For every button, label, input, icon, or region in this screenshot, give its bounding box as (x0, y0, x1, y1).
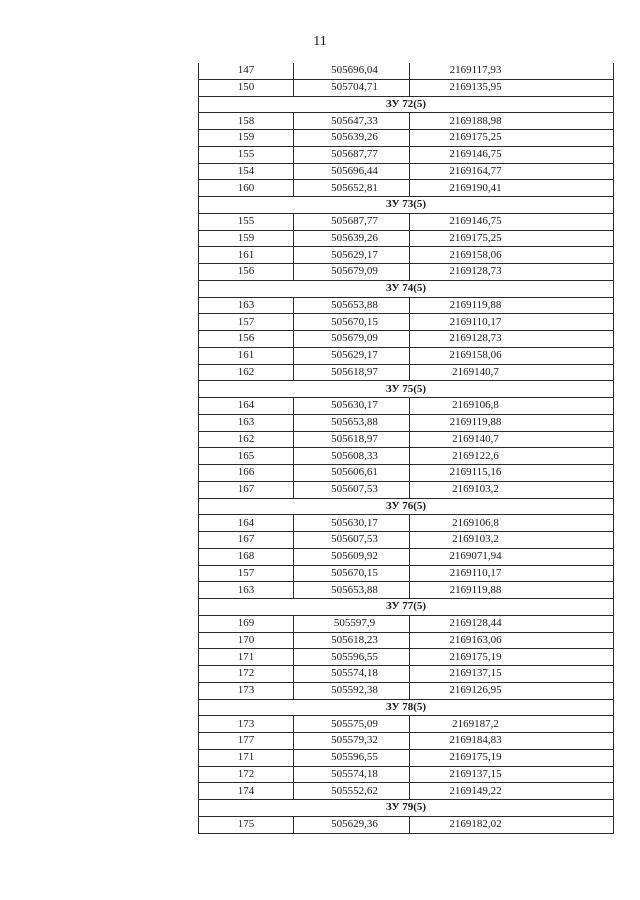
point-number-cell-text: 147 (237, 64, 255, 77)
x-coordinate-cell (294, 783, 410, 800)
table-row (199, 297, 614, 314)
y-coordinate-cell (410, 180, 614, 197)
x-coordinate-cell (294, 582, 410, 599)
y-coordinate-cell (410, 347, 614, 364)
x-coordinate-cell-text: 505579,32 (331, 734, 378, 747)
y-coordinate-cell-text: 2169117,93 (449, 64, 502, 77)
x-coordinate-cell-text: 505618,97 (331, 432, 378, 445)
point-number-cell-text: 174 (237, 784, 255, 797)
table-row (199, 264, 614, 281)
x-coordinate-cell-text: 505639,26 (331, 131, 378, 144)
y-coordinate-cell (410, 649, 614, 666)
x-coordinate-cell (294, 364, 410, 381)
table-row (199, 230, 614, 247)
y-coordinate-cell (410, 481, 614, 498)
y-coordinate-cell-text: 2169103,2 (452, 533, 499, 546)
point-number-cell-text: 165 (237, 449, 255, 462)
point-number-cell-text: 155 (237, 215, 255, 228)
table-row (199, 331, 614, 348)
y-coordinate-cell-text: 2169175,19 (449, 751, 502, 764)
x-coordinate-cell (294, 264, 410, 281)
point-number-cell-text: 157 (237, 566, 255, 579)
table-row (199, 515, 614, 532)
point-number-cell-text: 159 (237, 231, 255, 244)
x-coordinate-cell-text: 505704,71 (331, 81, 378, 94)
y-coordinate-cell (410, 314, 614, 331)
table-row (199, 766, 614, 783)
y-coordinate-cell-text: 2169188,98 (449, 114, 502, 127)
point-number-cell-text: 173 (237, 717, 255, 730)
y-coordinate-cell-text: 2169110,17 (449, 566, 502, 579)
y-coordinate-cell-text: 2169140,7 (452, 432, 499, 445)
table-row (199, 783, 614, 800)
point-number-cell-text: 168 (237, 550, 255, 563)
point-number-cell-text: 158 (237, 114, 255, 127)
y-coordinate-cell (410, 297, 614, 314)
section-header-row (199, 280, 614, 297)
x-coordinate-cell-text: 505687,77 (331, 215, 378, 228)
y-coordinate-cell (410, 364, 614, 381)
point-number-cell-text: 167 (237, 483, 255, 496)
table-row (199, 448, 614, 465)
y-coordinate-cell (410, 63, 614, 79)
x-coordinate-cell (294, 398, 410, 415)
x-coordinate-cell (294, 515, 410, 532)
point-number-cell-text: 156 (237, 332, 255, 345)
point-number-cell-text: 164 (237, 516, 255, 529)
y-coordinate-cell-text: 2169175,25 (449, 131, 502, 144)
x-coordinate-cell (294, 649, 410, 666)
point-number-cell (199, 314, 294, 331)
x-coordinate-cell-text: 505618,97 (331, 365, 378, 378)
y-coordinate-cell-text: 2169110,17 (449, 315, 502, 328)
point-number-cell-text: 169 (237, 617, 255, 630)
x-coordinate-cell-text: 505652,81 (331, 181, 378, 194)
x-coordinate-cell (294, 448, 410, 465)
y-coordinate-cell-text: 2169146,75 (449, 148, 502, 161)
y-coordinate-cell (410, 414, 614, 431)
y-coordinate-cell-text: 2169184,83 (449, 734, 502, 747)
y-coordinate-cell (410, 532, 614, 549)
section-label: ЗУ 79(5) (199, 800, 614, 817)
x-coordinate-cell-text: 505618,23 (331, 633, 378, 646)
y-coordinate-cell (410, 733, 614, 750)
x-coordinate-cell-text: 505670,15 (331, 566, 378, 579)
x-coordinate-cell-text: 505679,09 (331, 265, 378, 278)
section-label: ЗУ 74(5) (199, 280, 614, 297)
point-number-cell (199, 297, 294, 314)
y-coordinate-cell (410, 247, 614, 264)
table-row (199, 247, 614, 264)
y-coordinate-cell (410, 766, 614, 783)
x-coordinate-cell-text: 505607,53 (331, 483, 378, 496)
x-coordinate-cell (294, 615, 410, 632)
x-coordinate-cell (294, 331, 410, 348)
x-coordinate-cell-text: 505653,88 (331, 583, 378, 596)
point-number-cell-text: 175 (237, 818, 255, 831)
x-coordinate-cell-text: 505696,44 (331, 164, 378, 177)
x-coordinate-cell (294, 213, 410, 230)
y-coordinate-cell-text: 2169119,88 (449, 298, 502, 311)
y-coordinate-cell-text: 2169182,02 (449, 818, 502, 831)
x-coordinate-cell (294, 347, 410, 364)
y-coordinate-cell-text: 2169149,22 (449, 784, 502, 797)
point-number-cell (199, 666, 294, 683)
point-number-cell-text: 170 (237, 633, 255, 646)
table-row (199, 398, 614, 415)
x-coordinate-cell-text: 505647,33 (331, 114, 378, 127)
x-coordinate-cell-text: 505630,17 (331, 516, 378, 529)
section-header-row (199, 498, 614, 515)
x-coordinate-cell (294, 414, 410, 431)
x-coordinate-cell-text: 505607,53 (331, 533, 378, 546)
table-row (199, 465, 614, 482)
point-number-cell-text: 173 (237, 684, 255, 697)
point-number-cell (199, 816, 294, 833)
x-coordinate-cell-text: 505575,09 (331, 717, 378, 730)
x-coordinate-cell (294, 297, 410, 314)
table-row (199, 749, 614, 766)
table-row (199, 816, 614, 833)
x-coordinate-cell (294, 548, 410, 565)
table-row (199, 163, 614, 180)
y-coordinate-cell-text: 2169163,06 (449, 633, 502, 646)
point-number-cell-text: 161 (237, 349, 255, 362)
point-number-cell (199, 481, 294, 498)
x-coordinate-cell-text: 505653,88 (331, 416, 378, 429)
y-coordinate-cell (410, 146, 614, 163)
x-coordinate-cell-text: 505596,55 (331, 751, 378, 764)
y-coordinate-cell (410, 130, 614, 147)
table-row (199, 314, 614, 331)
y-coordinate-cell-text: 2169106,8 (452, 399, 499, 412)
point-number-cell-text: 160 (237, 181, 255, 194)
point-number-cell (199, 79, 294, 96)
point-number-cell-text: 163 (237, 583, 255, 596)
point-number-cell (199, 163, 294, 180)
point-number-cell-text: 171 (237, 650, 255, 663)
y-coordinate-cell-text: 2169158,06 (449, 349, 502, 362)
x-coordinate-cell-text: 505630,17 (331, 399, 378, 412)
x-coordinate-cell-text: 505629,36 (331, 818, 378, 831)
table-row (199, 364, 614, 381)
x-coordinate-cell-text: 505653,88 (331, 298, 378, 311)
table-row (199, 79, 614, 96)
point-number-cell-text: 157 (237, 315, 255, 328)
x-coordinate-cell (294, 146, 410, 163)
y-coordinate-cell-text: 2169126,95 (449, 684, 502, 697)
y-coordinate-cell-text: 2169115,16 (449, 466, 502, 479)
coordinates-table-body (199, 63, 614, 833)
point-number-cell-text: 155 (237, 148, 255, 161)
point-number-cell-text: 150 (237, 81, 255, 94)
y-coordinate-cell-text: 2169187,2 (452, 717, 499, 730)
y-coordinate-cell (410, 264, 614, 281)
point-number-cell (199, 733, 294, 750)
point-number-cell (199, 515, 294, 532)
y-coordinate-cell-text: 2169128,73 (449, 332, 502, 345)
x-coordinate-cell (294, 63, 410, 79)
x-coordinate-cell (294, 247, 410, 264)
table-row (199, 548, 614, 565)
x-coordinate-cell (294, 163, 410, 180)
y-coordinate-cell-text: 2169119,88 (449, 416, 502, 429)
y-coordinate-cell-text: 2169122,6 (452, 449, 499, 462)
x-coordinate-cell (294, 682, 410, 699)
point-number-cell (199, 749, 294, 766)
x-coordinate-cell (294, 180, 410, 197)
point-number-cell (199, 448, 294, 465)
section-header-row (199, 381, 614, 398)
table-row (199, 632, 614, 649)
x-coordinate-cell-text: 505574,18 (331, 667, 378, 680)
x-coordinate-cell-text: 505608,33 (331, 449, 378, 462)
table-row (199, 63, 614, 79)
y-coordinate-cell (410, 565, 614, 582)
x-coordinate-cell (294, 733, 410, 750)
page-number: 11 (313, 34, 327, 49)
table-row (199, 130, 614, 147)
section-label: ЗУ 75(5) (199, 381, 614, 398)
x-coordinate-cell (294, 130, 410, 147)
x-coordinate-cell (294, 666, 410, 683)
table-row (199, 666, 614, 683)
point-number-cell (199, 398, 294, 415)
y-coordinate-cell (410, 431, 614, 448)
section-label: ЗУ 76(5) (199, 498, 614, 515)
y-coordinate-cell-text: 2169175,19 (449, 650, 502, 663)
table-row (199, 431, 614, 448)
x-coordinate-cell-text: 505597,9 (333, 617, 376, 630)
y-coordinate-cell (410, 582, 614, 599)
x-coordinate-cell (294, 79, 410, 96)
x-coordinate-cell-text: 505629,17 (331, 248, 378, 261)
y-coordinate-cell (410, 448, 614, 465)
point-number-cell (199, 682, 294, 699)
x-coordinate-cell-text: 505606,61 (331, 466, 378, 479)
y-coordinate-cell (410, 615, 614, 632)
section-header-row (199, 96, 614, 113)
y-coordinate-cell (410, 749, 614, 766)
x-coordinate-cell-text: 505574,18 (331, 767, 378, 780)
x-coordinate-cell-text: 505679,09 (331, 332, 378, 345)
y-coordinate-cell-text: 2169106,8 (452, 516, 499, 529)
point-number-cell-text: 154 (237, 164, 255, 177)
table-row (199, 532, 614, 549)
point-number-cell (199, 565, 294, 582)
point-number-cell (199, 213, 294, 230)
table-row (199, 582, 614, 599)
table-row (199, 565, 614, 582)
point-number-cell (199, 414, 294, 431)
x-coordinate-cell-text: 505596,55 (331, 650, 378, 663)
point-number-cell (199, 716, 294, 733)
y-coordinate-cell-text: 2169190,41 (449, 181, 502, 194)
point-number-cell (199, 532, 294, 549)
point-number-cell (199, 632, 294, 649)
x-coordinate-cell-text: 505629,17 (331, 349, 378, 362)
point-number-cell-text: 161 (237, 248, 255, 261)
y-coordinate-cell-text: 2169137,15 (449, 667, 502, 680)
x-coordinate-cell-text: 505696,04 (331, 64, 378, 77)
table-row (199, 180, 614, 197)
point-number-cell (199, 347, 294, 364)
x-coordinate-cell (294, 113, 410, 130)
x-coordinate-cell-text: 505670,15 (331, 315, 378, 328)
point-number-cell (199, 63, 294, 79)
point-number-cell-text: 167 (237, 533, 255, 546)
y-coordinate-cell (410, 666, 614, 683)
y-coordinate-cell (410, 783, 614, 800)
y-coordinate-cell (410, 79, 614, 96)
point-number-cell (199, 766, 294, 783)
point-number-cell-text: 159 (237, 131, 255, 144)
point-number-cell-text: 163 (237, 416, 255, 429)
table-row (199, 615, 614, 632)
y-coordinate-cell (410, 113, 614, 130)
point-number-cell (199, 264, 294, 281)
point-number-cell (199, 331, 294, 348)
x-coordinate-cell (294, 230, 410, 247)
section-header-row (199, 599, 614, 616)
y-coordinate-cell-text: 2169119,88 (449, 583, 502, 596)
point-number-cell (199, 548, 294, 565)
point-number-cell (199, 582, 294, 599)
section-header-row (199, 800, 614, 817)
point-number-cell-text: 164 (237, 399, 255, 412)
y-coordinate-cell-text: 2169135,95 (449, 81, 502, 94)
point-number-cell-text: 171 (237, 751, 255, 764)
section-label: ЗУ 73(5) (199, 197, 614, 214)
point-number-cell-text: 166 (237, 466, 255, 479)
point-number-cell (199, 247, 294, 264)
point-number-cell (199, 180, 294, 197)
point-number-cell-text: 172 (237, 667, 255, 680)
table-row (199, 682, 614, 699)
y-coordinate-cell (410, 163, 614, 180)
section-header-row (199, 699, 614, 716)
table-row (199, 733, 614, 750)
y-coordinate-cell-text: 2169128,73 (449, 265, 502, 278)
x-coordinate-cell (294, 314, 410, 331)
point-number-cell (199, 130, 294, 147)
point-number-cell (199, 146, 294, 163)
x-coordinate-cell (294, 716, 410, 733)
point-number-cell (199, 783, 294, 800)
y-coordinate-cell (410, 515, 614, 532)
point-number-cell (199, 649, 294, 666)
point-number-cell (199, 230, 294, 247)
x-coordinate-cell (294, 431, 410, 448)
x-coordinate-cell (294, 816, 410, 833)
y-coordinate-cell-text: 2169158,06 (449, 248, 502, 261)
point-number-cell (199, 431, 294, 448)
point-number-cell (199, 113, 294, 130)
x-coordinate-cell (294, 565, 410, 582)
y-coordinate-cell-text: 2169137,15 (449, 767, 502, 780)
table-row (199, 113, 614, 130)
point-number-cell-text: 177 (237, 734, 255, 747)
y-coordinate-cell (410, 816, 614, 833)
y-coordinate-cell-text: 2169146,75 (449, 215, 502, 228)
y-coordinate-cell (410, 213, 614, 230)
y-coordinate-cell (410, 682, 614, 699)
point-number-cell-text: 162 (237, 365, 255, 378)
y-coordinate-cell-text: 2169164,77 (449, 164, 502, 177)
y-coordinate-cell (410, 632, 614, 649)
point-number-cell-text: 162 (237, 432, 255, 445)
table-row (199, 213, 614, 230)
x-coordinate-cell-text: 505639,26 (331, 231, 378, 244)
table-row (199, 347, 614, 364)
x-coordinate-cell-text: 505552,62 (331, 784, 378, 797)
y-coordinate-cell-text: 2169071,94 (449, 550, 502, 563)
point-number-cell (199, 615, 294, 632)
table-row (199, 649, 614, 666)
x-coordinate-cell (294, 465, 410, 482)
x-coordinate-cell-text: 505609,92 (331, 550, 378, 563)
y-coordinate-cell-text: 2169140,7 (452, 365, 499, 378)
y-coordinate-cell (410, 716, 614, 733)
x-coordinate-cell (294, 766, 410, 783)
x-coordinate-cell-text: 505592,38 (331, 684, 378, 697)
x-coordinate-cell-text: 505687,77 (331, 148, 378, 161)
y-coordinate-cell (410, 230, 614, 247)
y-coordinate-cell (410, 548, 614, 565)
y-coordinate-cell-text: 2169128,44 (449, 617, 502, 630)
section-header-row (199, 197, 614, 214)
coordinates-table (198, 63, 614, 834)
y-coordinate-cell (410, 398, 614, 415)
section-label: ЗУ 77(5) (199, 599, 614, 616)
x-coordinate-cell (294, 481, 410, 498)
point-number-cell (199, 364, 294, 381)
y-coordinate-cell (410, 331, 614, 348)
table-row (199, 481, 614, 498)
table-row (199, 716, 614, 733)
x-coordinate-cell (294, 532, 410, 549)
point-number-cell (199, 465, 294, 482)
point-number-cell-text: 156 (237, 265, 255, 278)
x-coordinate-cell (294, 749, 410, 766)
section-label: ЗУ 78(5) (199, 699, 614, 716)
table-row (199, 146, 614, 163)
point-number-cell-text: 172 (237, 767, 255, 780)
x-coordinate-cell (294, 632, 410, 649)
section-label: ЗУ 72(5) (199, 96, 614, 113)
y-coordinate-cell (410, 465, 614, 482)
point-number-cell-text: 163 (237, 298, 255, 311)
table-row (199, 414, 614, 431)
y-coordinate-cell-text: 2169103,2 (452, 483, 499, 496)
y-coordinate-cell-text: 2169175,25 (449, 231, 502, 244)
